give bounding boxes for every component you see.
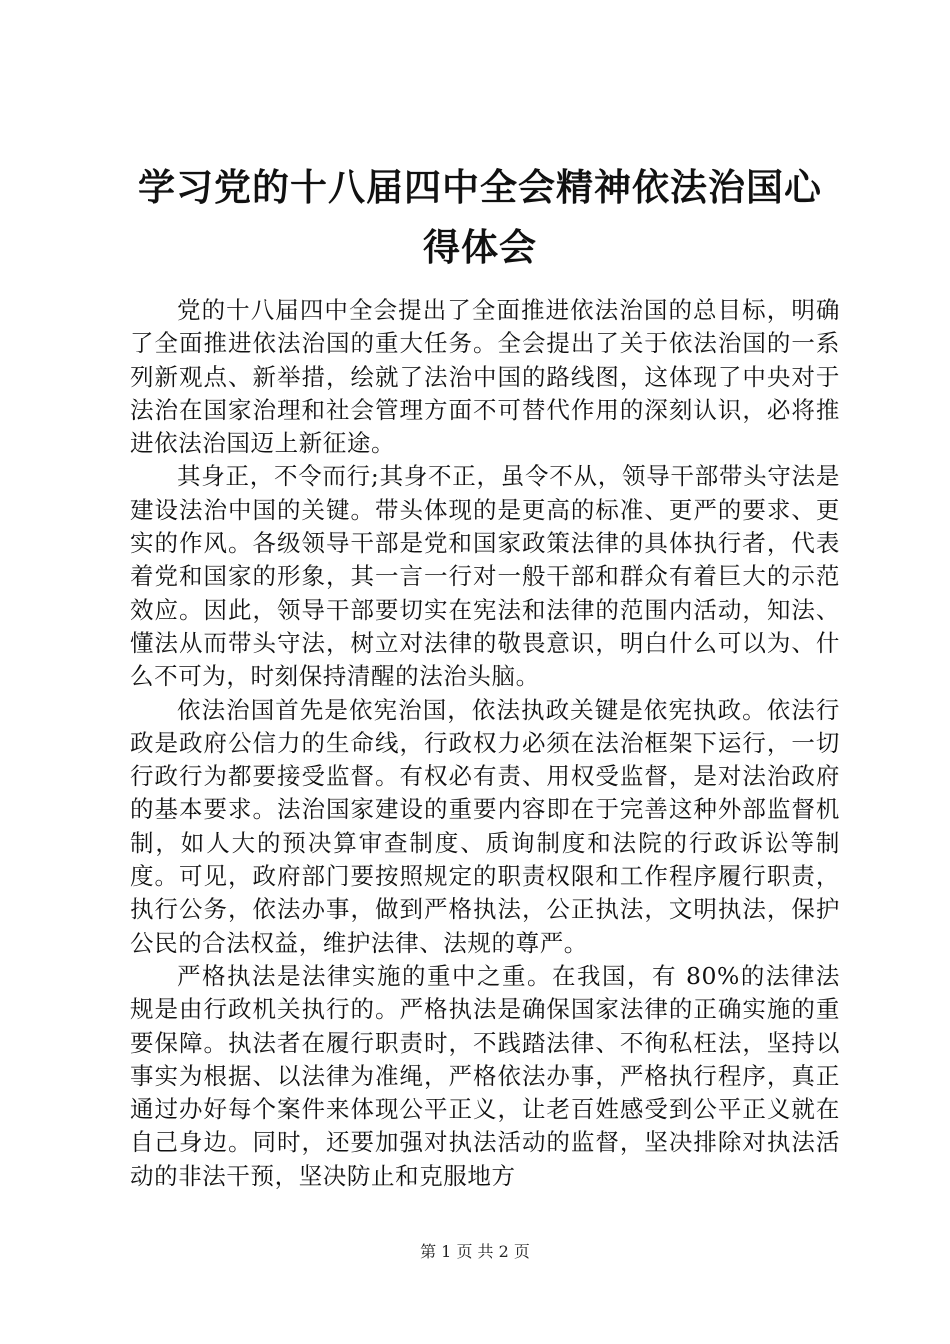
page-footer: 第 1 页 共 2 页 [420,1242,530,1261]
paragraph: 其身正，不令而行;其身不正，虽令不从，领导干部带头守法是建设法治中国的关键。带头体现的是更高的标准、更严的要求、更实的作风。各级领导干部是党和国家政策法律的具体执行者，代表着党和国家的形象，其一言一行对一般干部和群众有着巨大的示范效应。因此，领导干部要切实在宪法和法律的范围内活动，知法、懂法从而带头守法，树立对法律的敬畏意识，明白什么可以为、什么不可为，时刻保持清醒的法治头脑。 [130,462,840,691]
document-body [130,294,840,1193]
document-title: 学习党的十八届四中全会精神依法治国心得体会 [138,166,822,269]
paragraph: 严格执法是法律实施的重中之重。在我国，有 80%的法律法规是由行政机关执行的。严格执法是确保国家法律的正确实施的重要保障。执法者在履行职责时，不践踏法律、不徇私枉法，坚持以事实为根据、以法律为准绳，严格依法办事，严格执行程序，真正通过办好每个案件来体现公平正义，让老百姓感受到公平正义就在自己身边。同时，还要加强对执法活动的监督，坚决排除对执法活动的非法干预，坚决防止和克服地方 [130,961,840,1190]
paragraph: 依法治国首先是依宪治国，依法执政关键是依宪执政。依法行政是政府公信力的生命线，行政权力必须在法治框架下运行，一切行政行为都要接受监督。有权必有责、用权受监督，是对法治政府的基本要求。法治国家建设的重要内容即在于完善这种外部监督机制，如人大的预决算审查制度、质询制度和法院的行政诉讼等制度。可见，政府部门要按照规定的职责权限和工作程序履行职责，执行公务，依法办事，做到严格执法，公正执法，文明执法，保护公民的合法权益，维护法律、法规的尊严。 [130,695,840,957]
paragraph: 党的十八届四中全会提出了全面推进依法治国的总目标，明确了全面推进依法治国的重大任务。全会提出了关于依法治国的一系列新观点、新举措，绘就了法治中国的路线图，这体现了中央对于法治在国家治理和社会管理方面不可替代作用的深刻认识，必将推进依法治国迈上新征途。 [130,296,840,458]
